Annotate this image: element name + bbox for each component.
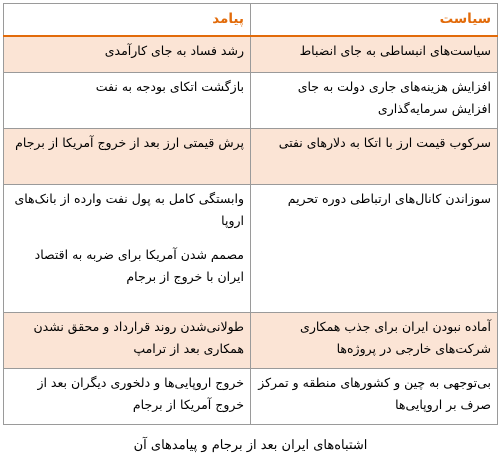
table-row <box>4 128 498 184</box>
paragraph-gap <box>9 232 244 244</box>
policy-cell: افزایش هزینه‌های جاری دولت به جای افزایش سرمایه‌گذاری <box>251 72 498 128</box>
consequence-cell: طولانی‌شدن روند قرارداد و محقق نشدن همکاری بعد از ترامپ <box>4 312 251 368</box>
table-row <box>4 36 498 72</box>
table-caption: اشتباه‌های ایران بعد از برجام و پیامدهای آن <box>133 438 368 453</box>
policy-cell: آماده نبودن ایران برای جذب همکاری شرکت‌های خارجی در پروژه‌ها <box>251 312 498 368</box>
consequence-cell: خروج اروپایی‌ها و دلخوری دیگران بعد از خروج آمریکا از برجام <box>4 368 251 424</box>
table-row <box>4 184 498 312</box>
consequence-cell <box>4 184 251 312</box>
consequence-cell: رشد فساد به جای کارآمدی <box>4 36 251 72</box>
policy-consequence-table <box>3 3 498 425</box>
table-row <box>4 368 498 424</box>
policy-cell: بی‌توجهی به چین و کشورهای منطقه و تمرکز صرف بر اروپایی‌ها <box>251 368 498 424</box>
policy-cell: سیاست‌های انبساطی به جای انضباط <box>251 36 498 72</box>
policy-cell: سرکوب قیمت ارز با اتکا به دلارهای نفتی <box>251 128 498 184</box>
table-header-row <box>4 4 498 37</box>
header-policy: سیاست <box>251 4 498 37</box>
policy-cell: سوزاندن کانال‌های ارتباطی دوره تحریم <box>251 184 498 312</box>
table-row <box>4 72 498 128</box>
consequence-cell: بازگشت اتکای بودجه به نفت <box>4 72 251 128</box>
consequence-text: وابستگی کامل به پول نفت وارده از بانک‌های اروپا <box>14 190 244 228</box>
consequence-extra-text: مصمم شدن آمریکا برای ضربه به اقتصاد ایران با خروج از برجام <box>34 246 244 284</box>
consequence-cell: پرش قیمتی ارز بعد از خروج آمریکا از برجام <box>4 128 251 184</box>
header-consequence: پیامد <box>4 4 251 37</box>
table-row <box>4 312 498 368</box>
